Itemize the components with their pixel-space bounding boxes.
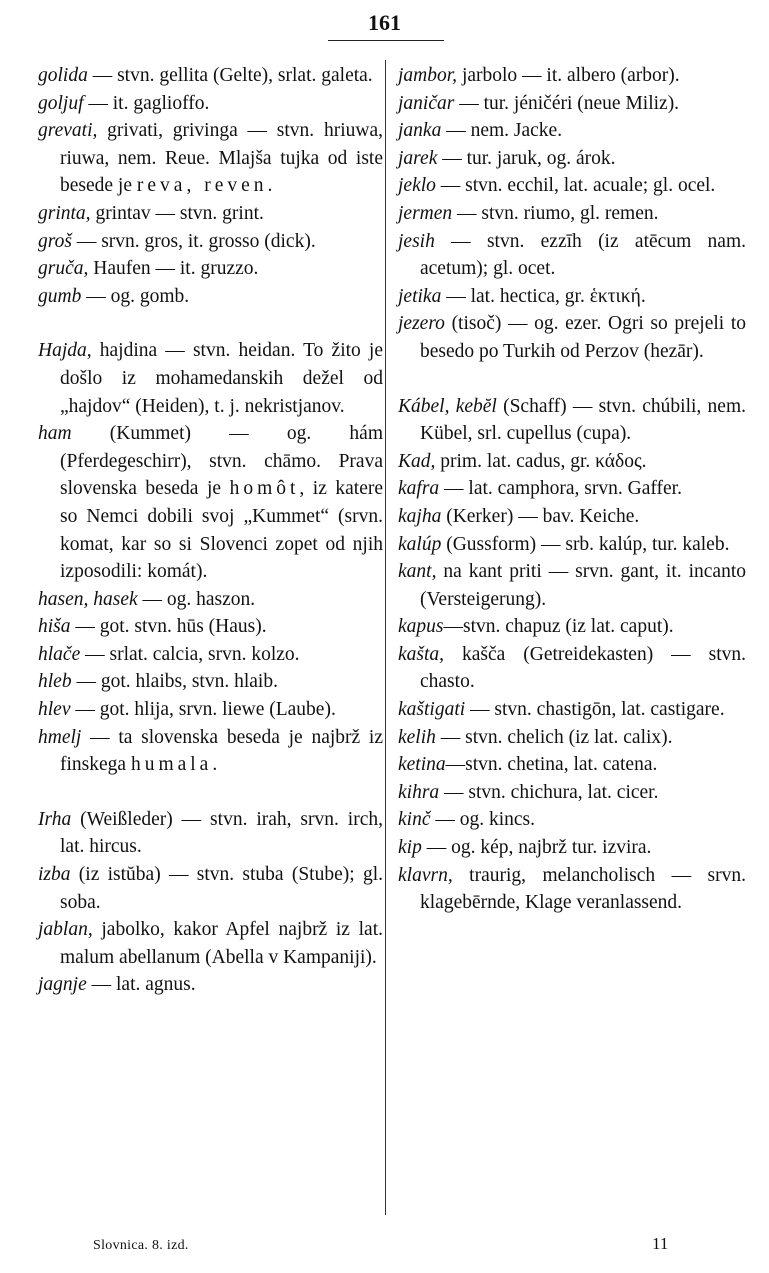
entry-headword: kinč — [398, 809, 431, 831]
dictionary-entry — [398, 310, 746, 365]
entry-text: —stvn. chetina, lat. catena. — [445, 754, 658, 776]
entry-headword: jezero — [398, 313, 445, 335]
entry-headword: jablan, — [38, 919, 93, 941]
dictionary-entry — [398, 117, 746, 145]
entry-headword: hleb — [38, 671, 72, 693]
dictionary-entry — [38, 283, 383, 311]
entry-text: (iz istŭba) — stvn. stuba (Stube); gl. soba. — [60, 864, 383, 913]
dictionary-entry — [38, 117, 383, 200]
dictionary-entry — [38, 613, 383, 641]
dictionary-entry — [398, 90, 746, 118]
entry-headword: jarek — [398, 147, 438, 169]
entry-headword: Kábel, kebĕl — [398, 395, 497, 417]
entry-text: na kant priti — srvn. gant, it. incanto (Versteigerung). — [420, 561, 746, 610]
entry-headword: kant, — [398, 561, 437, 583]
dictionary-entry — [38, 255, 383, 283]
entry-text: — got. hlija, srvn. liewe (Laube). — [70, 699, 336, 721]
entry-headword: kapus — [398, 616, 444, 638]
entry-text: — stvn. riumo, gl. remen. — [452, 202, 659, 224]
dictionary-entry — [38, 641, 383, 669]
entry-text: Haufen — it. gruzzo. — [88, 258, 259, 280]
dictionary-entry — [38, 420, 383, 586]
entry-headword: jesih — [398, 230, 435, 252]
dictionary-entry — [398, 62, 746, 90]
entry-text: — stvn. ezzīh (iz atēcum nam. acetum); gl. ocet. — [420, 230, 746, 280]
section-gap — [38, 779, 383, 806]
dictionary-entry — [398, 724, 746, 752]
entry-headword: kip — [398, 837, 422, 859]
entry-text: grintav — stvn. grint. — [90, 202, 264, 224]
dictionary-entry — [398, 475, 746, 503]
entry-text: — ta slovenska beseda je najbrž iz finskega — [60, 726, 383, 776]
entry-headword: ketina — [398, 754, 446, 776]
entry-headword: gruča, — [38, 258, 89, 280]
entry-text-continued: . — [267, 175, 273, 197]
entry-headword: golida — [38, 65, 88, 86]
entry-text: — srlat. calcia, srvn. kolzo. — [80, 643, 300, 665]
entry-text: (Schaff) — stvn. chúbili, nem. Kübel, srl. cupellus (cupa). — [420, 395, 746, 445]
entry-text: —stvn. chapuz (iz lat. caput). — [443, 616, 674, 638]
dictionary-entry — [398, 283, 746, 311]
entry-headword: kalúp — [398, 533, 442, 555]
entry-text: — stvn. chelich (iz lat. calix). — [435, 726, 673, 748]
dictionary-entry — [38, 228, 383, 256]
dictionary-entry — [38, 806, 383, 861]
entry-text: (tisoč) — og. ezer. Ogri so prejeli to besedo po Turkih od Perzov (hezār). — [420, 313, 746, 362]
entry-text: kašča (Getreidekasten) — stvn. chasto. — [420, 643, 746, 693]
entry-headword: kelih — [398, 726, 436, 748]
entry-headword: gumb — [38, 285, 82, 307]
entry-headword: Irha — [38, 808, 72, 830]
entry-headword: Kad, — [398, 450, 436, 472]
entry-headword: grevati, — [38, 120, 98, 142]
dictionary-entry — [38, 668, 383, 696]
entry-text: — lat. hectica, gr. ἑκτική. — [441, 285, 646, 307]
dictionary-entry — [398, 779, 746, 807]
entry-text: — lat. camphora, srvn. Gaffer. — [439, 478, 682, 500]
entry-headword: kafra — [398, 478, 440, 500]
entry-headword: jambor, — [398, 65, 458, 86]
entry-headword: kašta, — [398, 643, 445, 665]
dictionary-entry — [398, 613, 746, 641]
entry-text: jabolko, kakor Apfel najbrž iz lat. malum abellanum (Abella v Kampaniji). — [60, 919, 383, 968]
dictionary-entry — [398, 503, 746, 531]
entry-headword: hasen, hasek — [38, 588, 138, 610]
entry-spaced-word: reva, reven — [136, 175, 268, 197]
entry-headword: izba — [38, 864, 71, 886]
entry-text: (Gussform) — srb. kalúp, tur. kaleb. — [441, 533, 730, 555]
section-gap — [398, 366, 746, 393]
dictionary-entry — [398, 862, 746, 917]
dictionary-entry — [38, 200, 383, 228]
entry-text: (Kerker) — bav. Keiche. — [441, 505, 640, 527]
entry-text: — og. gomb. — [81, 285, 190, 307]
dictionary-entry — [38, 724, 383, 779]
entry-text-continued: . — [212, 754, 218, 776]
dictionary-entry — [38, 337, 383, 420]
footer-book-title: Slovnica. 8. izd. — [93, 1238, 189, 1253]
entry-text-continued: , iz katere so Nemci dobili svoj „Kummet“ (srvn. komat, kar so si Slovenci zopet od njih izposodili: komát). — [60, 478, 383, 583]
page-number: 161 — [368, 10, 401, 35]
entry-text: — og. kincs. — [430, 809, 536, 831]
entry-text: — it. gaglioffo. — [83, 92, 210, 114]
dictionary-entry — [38, 696, 383, 724]
entry-headword: klavrn, — [398, 864, 453, 886]
dictionary-entry — [38, 62, 383, 90]
dictionary-entry — [38, 861, 383, 916]
column-divider — [385, 60, 386, 1215]
dictionary-entry — [38, 586, 383, 614]
entry-text: — stvn. chastigōn, lat. castigare. — [465, 699, 725, 721]
entry-headword: goljuf — [38, 92, 84, 114]
section-gap — [38, 310, 383, 337]
entry-text: (Weißleder) — stvn. irah, srvn. irch, lat. hircus. — [60, 808, 383, 858]
entry-text: — got. stvn. hūs (Haus). — [70, 616, 267, 638]
dictionary-entry — [398, 172, 746, 200]
entry-text: — stvn. ecchil, lat. acuale; gl. ocel. — [435, 175, 716, 197]
entry-text: jarbolo — it. albero (arbor). — [457, 65, 680, 86]
dictionary-entry — [398, 393, 746, 448]
entry-text: — tur. jaruk, og. árok. — [437, 147, 616, 169]
entry-headword: kihra — [398, 781, 440, 803]
dictionary-entry — [398, 834, 746, 862]
entry-headword: kaštigati — [398, 699, 466, 721]
entry-text: — nem. Jacke. — [441, 120, 563, 142]
dictionary-entry — [398, 641, 746, 696]
entry-text: — got. hlaibs, stvn. hlaib. — [71, 671, 278, 693]
dictionary-entry — [398, 448, 746, 476]
entry-headword: kajha — [398, 505, 442, 527]
entry-headword: jetika — [398, 285, 442, 307]
entry-text: grivati, grivinga — stvn. hriuwa, riuwa, nem. Reue. Mlajša tujka od iste besede je — [60, 120, 383, 197]
dictionary-entry — [398, 200, 746, 228]
dictionary-entry — [398, 531, 746, 559]
entry-headword: ham — [38, 423, 72, 445]
entry-headword: hiša — [38, 616, 71, 638]
dictionary-entry — [398, 806, 746, 834]
entry-text: — stvn. gellita (Gelte), srlat. galeta. — [87, 65, 373, 86]
entry-spaced-word: humala — [130, 754, 213, 776]
entry-text: — lat. agnus. — [86, 974, 196, 996]
entry-headword: hlače — [38, 643, 81, 665]
entry-headword: hmelj — [38, 726, 82, 748]
entry-spaced-word: homôt — [229, 478, 300, 500]
entry-headword: jeklo — [398, 175, 436, 197]
entry-headword: grinta, — [38, 202, 91, 224]
entry-text: traurig, melancholisch — srvn. klagebērnde, Klage veranlassend. — [420, 864, 746, 914]
left-column — [38, 62, 383, 999]
right-column — [398, 62, 746, 917]
entry-text: — og. kép, najbrž tur. izvira. — [421, 837, 652, 859]
entry-headword: janka — [398, 120, 442, 142]
entry-text: — srvn. gros, it. grosso (dick). — [71, 230, 316, 252]
entry-headword: jermen — [398, 202, 453, 224]
dictionary-entry — [398, 228, 746, 283]
entry-text: — og. haszon. — [137, 588, 256, 610]
entry-headword: janičar — [398, 92, 455, 114]
footer-signature: 11 — [652, 1234, 669, 1253]
entry-headword: Hajda, — [38, 340, 92, 362]
dictionary-entry — [38, 916, 383, 971]
dictionary-entry — [398, 696, 746, 724]
dictionary-entry — [398, 145, 746, 173]
dictionary-entry — [398, 751, 746, 779]
entry-text: (Kummet) — og. hám (Pferdegeschirr), stvn. chāmo. Prava slovenska beseda je — [60, 423, 383, 500]
entry-text: — stvn. chichura, lat. cicer. — [439, 781, 659, 803]
dictionary-entry — [38, 90, 383, 118]
entry-headword: groš — [38, 230, 72, 252]
entry-text: hajdina — stvn. heidan. To žito je došlo iz mohamedanskih dežel od „hajdov“ (Heiden), t. j. nekristjanov. — [60, 340, 383, 417]
entry-headword: jagnje — [38, 974, 87, 996]
entry-text: — tur. jéničéri (neue Miliz). — [454, 92, 680, 114]
entry-text: prim. lat. cadus, gr. κάδος. — [435, 450, 647, 472]
header-rule — [328, 40, 444, 41]
entry-headword: hlev — [38, 699, 71, 721]
dictionary-entry — [398, 558, 746, 613]
dictionary-entry — [38, 971, 383, 999]
